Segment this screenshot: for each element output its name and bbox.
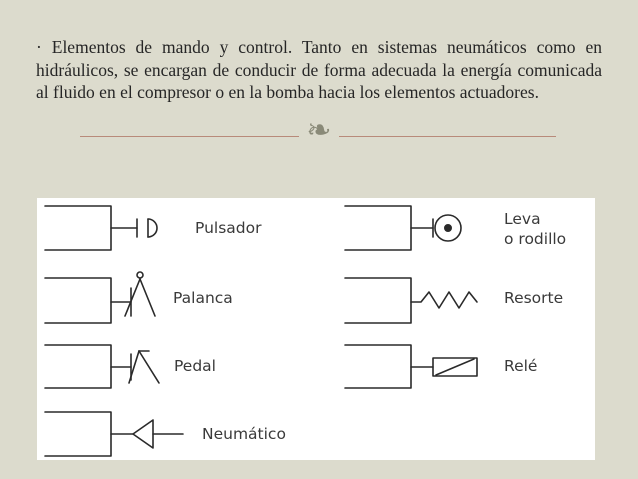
resorte-symbol [345, 278, 477, 323]
rele-symbol [345, 345, 477, 388]
label-pedal: Pedal [174, 357, 216, 375]
leva-symbol [345, 206, 461, 250]
label-neumatico: Neumático [202, 425, 286, 443]
label-leva-line1: Leva [504, 210, 541, 228]
neumatico-symbol [45, 412, 183, 456]
label-leva-line2: o rodillo [504, 230, 567, 248]
label-pulsador: Pulsador [195, 219, 262, 237]
fleuron-icon: ❧ [299, 113, 339, 149]
palanca-symbol [45, 272, 155, 323]
label-resorte: Resorte [504, 289, 564, 307]
label-rele: Relé [504, 357, 538, 375]
body-paragraph: · Elementos de mando y control. Tanto en sistemas neumáticos como en hidráulicos, se encargan de conducir de forma adecuada la energía comunicada al fluido en el compresor o en la bomba hacia los elementos actuadores. [36, 37, 602, 102]
symbol-figure [37, 198, 595, 460]
label-palanca: Palanca [173, 289, 233, 307]
pulsador-symbol [45, 206, 157, 250]
pedal-symbol [45, 345, 159, 388]
